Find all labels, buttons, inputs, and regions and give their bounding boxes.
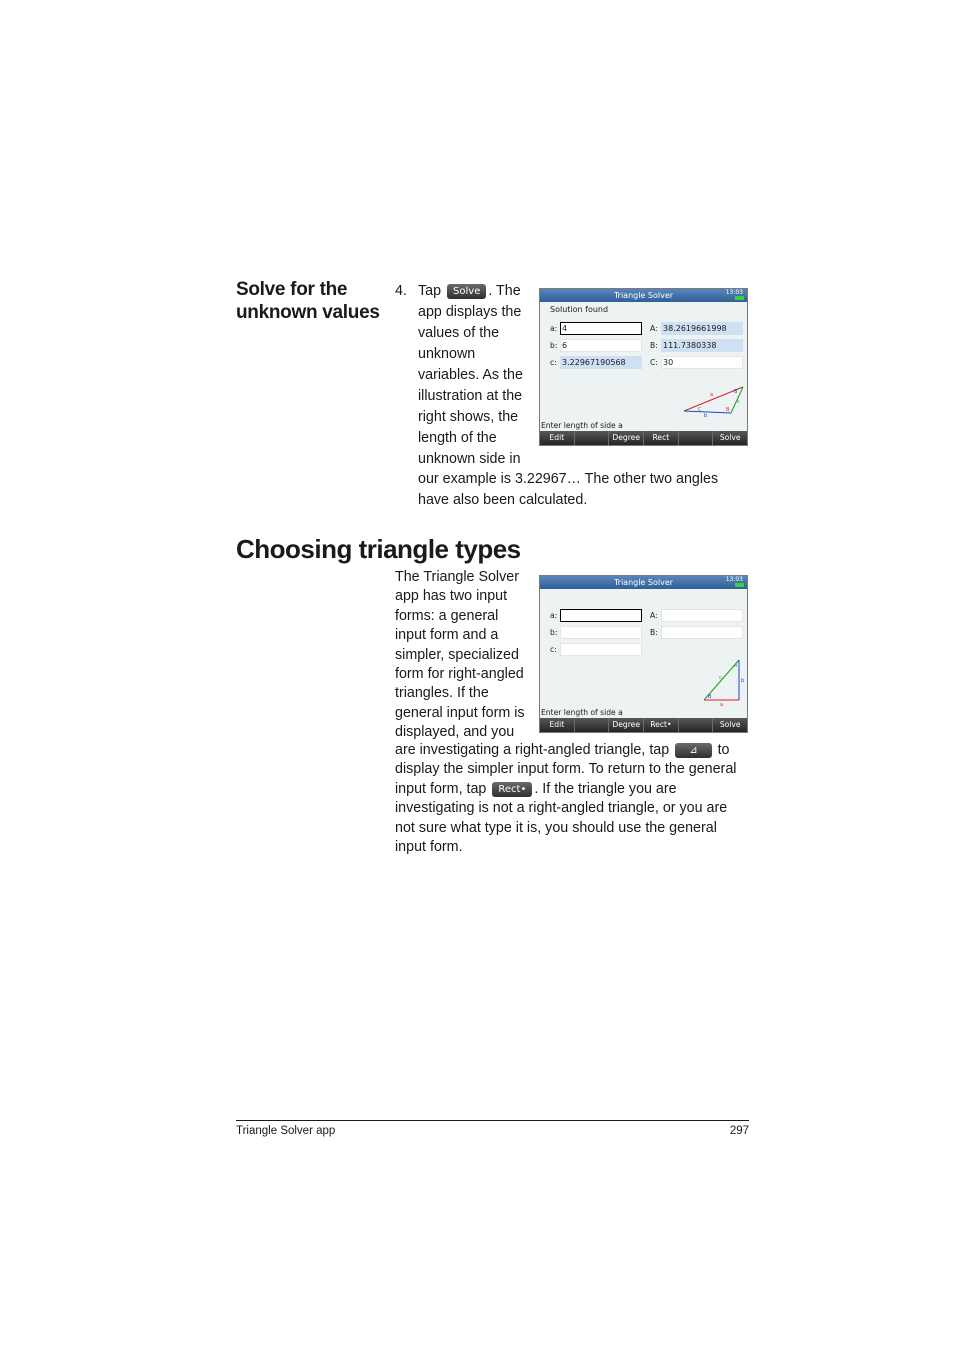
calculator-screen-right-triangle — [539, 575, 748, 733]
svg-text:B: B — [708, 694, 712, 700]
softkey-menu — [540, 718, 747, 732]
field-B[interactable] — [661, 626, 743, 639]
paragraph-part-3: . If the triangle you are investigating is not a right-angled triangle, or you are not sure what type it is, you should use the general input form. — [395, 780, 728, 856]
paragraph-part-2: to display the simpler input form. To return to the general input form, tap — [395, 742, 737, 797]
field-label-c: c: — [550, 358, 557, 367]
field-label-c: c: — [550, 645, 557, 654]
svg-text:B: B — [726, 407, 730, 413]
softkey-blank-1[interactable] — [575, 718, 610, 732]
step-number: 4. — [395, 283, 407, 299]
step-text — [418, 281, 528, 470]
rect-softkey-inline: Rect• — [492, 782, 532, 797]
svg-text:C: C — [698, 407, 702, 413]
field-label-B: B: — [650, 628, 658, 637]
clock: 13:03 — [725, 576, 743, 583]
svg-text:c: c — [719, 675, 722, 681]
battery-icon — [735, 583, 744, 587]
step-tap-text: Tap — [418, 283, 442, 299]
right-triangle-softkey-inline: ⊿ — [675, 743, 711, 758]
screen-title: Triangle Solver — [540, 289, 747, 302]
field-A[interactable] — [661, 609, 743, 622]
field-A[interactable]: 38.2619661998 — [661, 322, 743, 335]
status-text: Solution found — [550, 305, 609, 314]
solve-softkey-inline: Solve — [447, 284, 486, 299]
footer-chapter-title: Triangle Solver app — [236, 1125, 336, 1137]
softkey-menu — [540, 431, 747, 445]
svg-text:b: b — [741, 678, 745, 684]
field-label-A: A: — [650, 324, 658, 333]
svg-text:c: c — [737, 399, 740, 405]
clock: 13:03 — [725, 289, 743, 296]
softkey-blank-2[interactable] — [679, 718, 714, 732]
field-c[interactable]: 3.22967190568 — [560, 356, 642, 369]
input-prompt: Enter length of side a — [541, 421, 623, 430]
softkey-solve[interactable]: Solve — [713, 431, 747, 445]
field-a[interactable]: 4 — [560, 322, 642, 335]
svg-text:b: b — [704, 413, 708, 419]
field-b[interactable] — [560, 626, 642, 639]
field-label-a: a: — [550, 611, 558, 620]
calculator-screen-solution — [539, 288, 748, 446]
field-label-C: C: — [650, 358, 658, 367]
right-triangle-diagram — [700, 656, 746, 706]
page-number: 297 — [729, 1125, 749, 1137]
softkey-rect[interactable]: Rect — [644, 431, 679, 445]
footer-divider — [236, 1120, 749, 1121]
field-B[interactable]: 111.7380338 — [661, 339, 743, 352]
field-label-B: B: — [650, 341, 658, 350]
triangle-diagram — [680, 383, 746, 419]
paragraph-intro: The Triangle Solver app has two input forms: a general input form and a simpler, specialized form for right-angled triangles. If the general input form is displayed, and you — [395, 569, 525, 741]
softkey-blank-2[interactable] — [679, 431, 714, 445]
step-text-continued: our example is 3.22967… The other two angles have also been calculated. — [418, 471, 719, 508]
field-label-b: b: — [550, 628, 558, 637]
page-heading-choosing-triangle-types: Choosing triangle types — [236, 534, 521, 564]
svg-text:a: a — [720, 702, 724, 706]
field-C[interactable]: 30 — [661, 356, 743, 369]
softkey-solve[interactable]: Solve — [713, 718, 747, 732]
softkey-rect[interactable]: Rect• — [644, 718, 679, 732]
field-b[interactable]: 6 — [560, 339, 642, 352]
field-label-A: A: — [650, 611, 658, 620]
input-prompt: Enter length of side a — [541, 708, 623, 717]
svg-text:B: B — [734, 389, 738, 395]
section-heading-solve: Solve for the unknown values — [236, 279, 380, 323]
softkey-degree[interactable]: Degree — [609, 718, 644, 732]
battery-icon — [735, 296, 744, 300]
softkey-blank-1[interactable] — [575, 431, 610, 445]
softkey-edit[interactable]: Edit — [540, 718, 575, 732]
step-text-body: . The app displays the values of the unknown variables. As the illustration at the right shows, the length of the unknown side in — [418, 283, 523, 467]
field-label-a: a: — [550, 324, 558, 333]
paragraph-part-1: are investigating a right-angled triangle, tap — [395, 742, 670, 758]
softkey-edit[interactable]: Edit — [540, 431, 575, 445]
field-a[interactable] — [560, 609, 642, 622]
softkey-degree[interactable]: Degree — [609, 431, 644, 445]
paragraph-continued — [395, 741, 749, 857]
triangle-side-b — [684, 411, 731, 413]
screen-title: Triangle Solver — [540, 576, 747, 589]
svg-text:a: a — [710, 392, 714, 398]
field-label-b: b: — [550, 341, 558, 350]
svg-text:A: A — [734, 663, 738, 669]
field-c[interactable] — [560, 643, 642, 656]
